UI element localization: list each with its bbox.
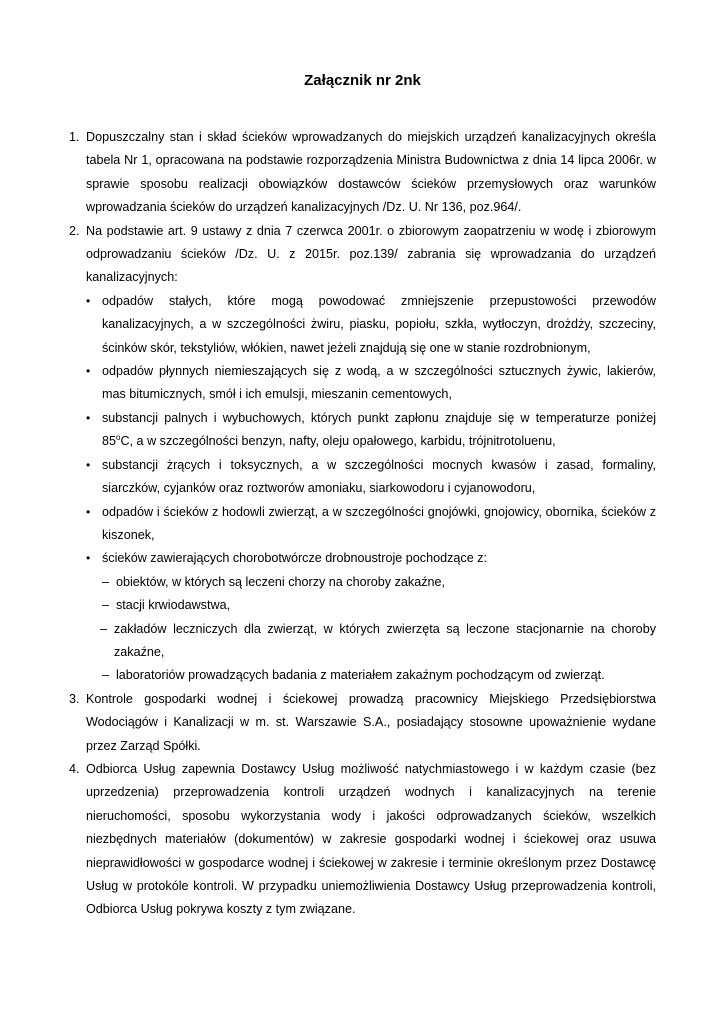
dash-item [69, 618, 656, 665]
list-item-4 [69, 758, 656, 922]
dash-item [69, 571, 656, 594]
bullet-text: ścieków zawierających chorobotwórcze drobnoustroje pochodzące z: [102, 551, 488, 566]
pathogen-sources-list [69, 571, 656, 688]
bullet-text: substancji palnych i wybuchowych, których punkt zapłonu znajduje się w temperaturze poniżej 85 [102, 410, 656, 449]
bullet-text: substancji żrących i toksycznych, a w szczególności mocnych kwasów i zasad, formaliny, siarczków, cyjanków oraz roztworów amoniaku, siarkowodoru i cyjanowodoru, [102, 457, 656, 496]
bullet-text-tail: C, a w szczególności benzyn, nafty, oleju opałowego, karbidu, trójnitrotoluenu, [120, 434, 556, 449]
bullet-icon: • [86, 551, 91, 566]
prohibited-list [69, 290, 656, 571]
item-text: Odbiorca Usług zapewnia Dostawcy Usług możliwość natychmiastowego i w każdym czasie (bez uprzedzenia) przeprowadzenia kontroli urządzeń wodnych i kanalizacyjnych na terenie nieruchomości, sposobu wykorzystania wody i jakości odprowadzanych ścieków, wszelkich niezbędnych materiałów (dokumentów) w zakresie gospodarki wodnej i ściekowej oraz usuwa nieprawidłowości w gospodarce wodnej i ściekowej w zakresie i terminie określonym przez Dostawcę Usług w protokóle kontroli. W przypadku uniemożliwienia Dostawcy Usług przeprowadzenia kontroli, Odbiorca Usług pokrywa koszty z tym związane. [86, 761, 656, 917]
degree-sup: o [116, 433, 121, 443]
dash-icon: – [102, 668, 110, 683]
dash-icon: – [100, 621, 108, 636]
bullet-text: odpadów płynnych niemieszających się z wodą, a w szczególności sztucznych żywic, lakierów, mas bitumicznych, smół i ich emulsji, mieszanin cementowych, [102, 364, 656, 402]
bullet-icon: • [86, 457, 91, 472]
item-text: Na podstawie art. 9 ustawy z dnia 7 czerwca 2001r. o zbiorowym zaopatrzeniu w wodę i zbiorowym odprowadzaniu ścieków /Dz. U. z 2015r. poz.139/ zabrania się wprowadzania do urządzeń kanalizacyjnych: [86, 223, 656, 285]
item-text: Dopuszczalny stan i skład ścieków wprowadzanych do miejskich urządzeń kanalizacyjnych określa tabela Nr 1, opracowana na podstawie rozporządzenia Ministra Budownictwa z dnia 14 lipca 2006r. w sprawie sposobu realizacji obowiązków dostawców ścieków przemysłowych oraz warunków wprowadzania ścieków do urządzeń kanalizacyjnych /Dz. U. Nr 136, poz.964/. [86, 130, 656, 215]
bullet-item [69, 407, 656, 454]
bullet-text: odpadów stałych, które mogą powodować zmniejszenie przepustowości przewodów kanalizacyjnych, a w szczególności żwiru, piasku, popiołu, szkła, wytłoczyn, drożdży, szczeciny, ścinków skór, tekstyliów, włókien, nawet jeżeli znajdują się one w stanie rozdrobnionym, [102, 293, 656, 355]
item-number: 1. [69, 130, 80, 144]
list-item-1 [69, 126, 656, 220]
bullet-icon: • [86, 504, 91, 519]
item-number: 3. [69, 691, 80, 706]
page-title: Załącznik nr 2nk [304, 72, 421, 89]
dash-icon: – [102, 598, 110, 613]
dash-text: laboratoriów prowadzących badania z materiałem zakaźnym pochodzącym od zwierząt. [116, 668, 605, 683]
list-item-2 [69, 220, 656, 290]
bullet-text: odpadów i ścieków z hodowli zwierząt, a w szczególności gnojówki, gnojowicy, obornika, ścieków z kiszonek, [102, 504, 656, 542]
dash-text: zakładów leczniczych dla zwierząt, w których zwierzęta są leczone stacjonarnie na choroby zakaźne, [114, 621, 656, 659]
bullet-icon: • [86, 410, 91, 425]
bullet-icon: • [86, 364, 91, 379]
dash-text: obiektów, w których są leczeni chorzy na choroby zakaźne, [116, 574, 445, 589]
item-text: Kontrole gospodarki wodnej i ściekowej prowadzą pracownicy Miejskiego Przedsiębiorstwa Wodociągów i Kanalizacji w m. st. Warszawie S.A., posiadający stosowne upoważnienie wydane przez Zarząd Spółki. [86, 691, 656, 753]
bullet-item [69, 360, 656, 407]
item-number: 4. [69, 761, 80, 776]
dash-icon: – [102, 574, 110, 589]
bullet-icon: • [86, 293, 91, 308]
list-item-3 [69, 688, 656, 758]
bullet-item [69, 454, 656, 501]
item-number: 2. [69, 223, 80, 238]
bullet-item [69, 501, 656, 548]
dash-text: stacji krwiodawstwa, [116, 598, 231, 613]
dash-item [69, 594, 656, 617]
dash-item [69, 664, 656, 687]
bullet-item [69, 547, 656, 570]
bullet-item [69, 290, 656, 360]
document-body [69, 126, 656, 922]
